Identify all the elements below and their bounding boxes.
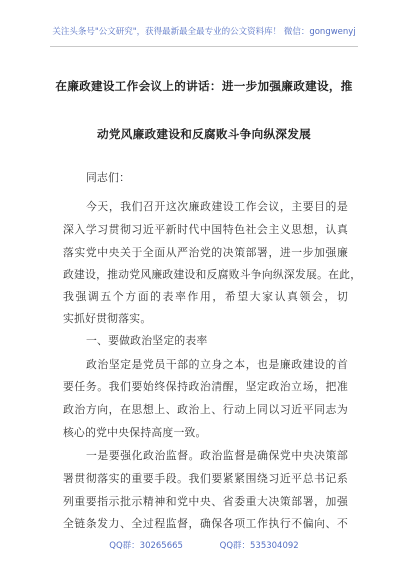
document-title-line-2: 动党风廉政建设和反腐败斗争向纵深发展 <box>96 127 312 141</box>
document-title-line-1: 在廉政建设工作会议上的讲话：进一步加强廉政建设，推 <box>55 79 353 93</box>
body-line: 我强调五个方面的表率作用，希望大家认真领会，切 <box>63 290 348 303</box>
header-banner: 关注头条号"公文研究"，获得最新最全最专业的公文资料库！ 微信：gongwenyj <box>52 27 356 37</box>
body-line: 政建设，推动党风廉政建设和反腐败斗争向纵深发展。在此， <box>63 268 362 281</box>
body-line: 核心的党中央保持高度一致。 <box>63 426 207 439</box>
footer-qq-group-1: QQ群：30265665 <box>109 541 183 551</box>
body-line: 深入学习贯彻习近平新时代中国特色社会主义思想，认真 <box>63 223 348 236</box>
body-line: 今天，我们召开这次廉政建设工作会议，主要目的是 <box>86 200 348 213</box>
header-divider <box>50 46 358 47</box>
footer-qq-group-2: QQ群：535304092 <box>219 541 299 551</box>
body-line: 列重要指示批示精神和党中央、省委重大决策部署，加强 <box>63 495 348 508</box>
body-line: 落实党中央关于全面从严治党的决策部署，进一步加强廉 <box>63 246 348 259</box>
body-line: 要任务。我们要始终保持政治清醒，坚定政治立场，把准 <box>63 380 348 393</box>
salutation: 同志们： <box>86 171 131 184</box>
body-line: 政治坚定是党员干部的立身之本，也是廉政建设的首 <box>86 358 348 371</box>
body-line: 实抓好贯彻落实。 <box>63 312 152 325</box>
body-line: 一是要强化政治监督。政治监督是确保党中央决策部 <box>86 449 348 462</box>
body-line: 政治方向，在思想上、政治上、行动上同以习近平同志为 <box>63 403 348 416</box>
section-heading: 一、要做政治坚定的表率 <box>86 334 208 347</box>
body-line: 全链条发力、全过程监督，确保各项工作执行不偏向、不 <box>63 517 348 530</box>
body-line: 署贯彻落实的重要手段。我们要紧紧围绕习近平总书记系 <box>63 472 348 485</box>
footer <box>0 539 408 551</box>
